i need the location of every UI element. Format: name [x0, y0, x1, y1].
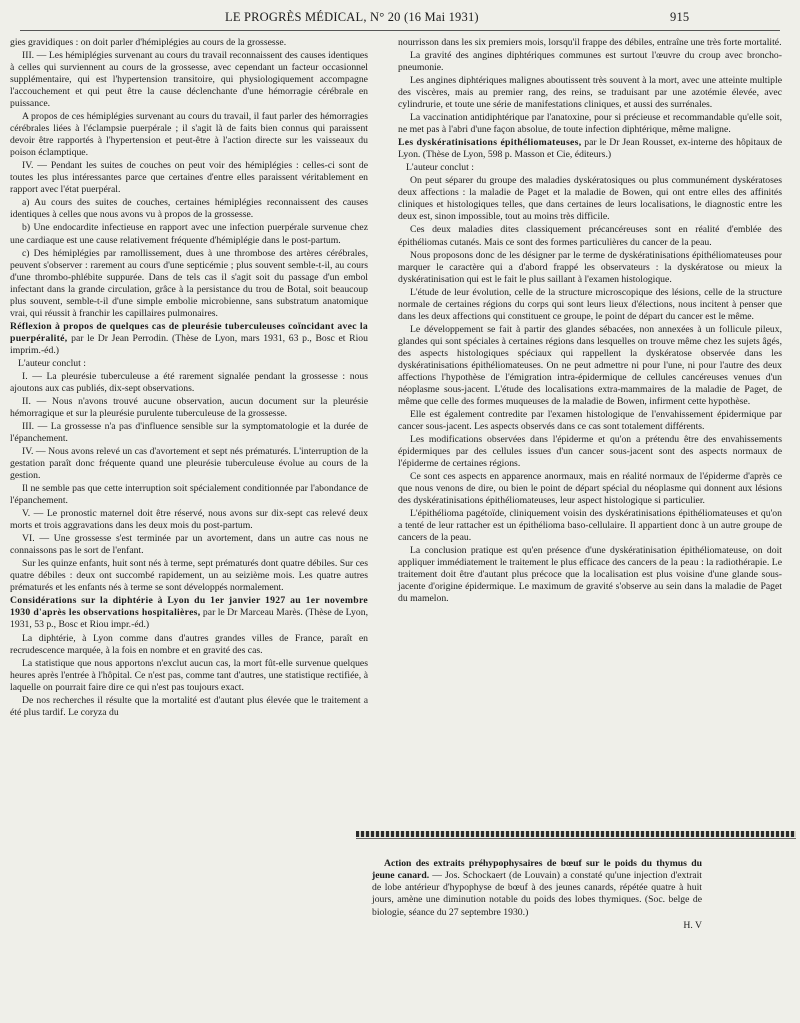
signature: H. V [683, 919, 702, 931]
article-citation: par le Dr Marceau Marès. (Thèse de Lyon, 1931, 53 p., Bosc et Riou impr.-éd.) [10, 607, 368, 631]
paragraph: c) Des hémiplégies par ramollissement, dues à une thrombose des artères cérébrales, peuvent s'observer : rarement au cours d'une septicémie ; plus souvent semble-t-il, au cours d'une thrombo-phlébite suppurée. Dans de tels cas il s'agit soit du passage d'un embol infectant dans la grande circulation, grâce à la persistance du trou de Botal, soit beaucoup plus souvent, semble-t-il d'une simple embolie microbienne, sans substratum anatomique vrai, qui réussit à franchir les capillaires pulmonaires. [10, 247, 368, 319]
article-citation: par le Dr Jean Perrodin. (Thèse de Lyon, mars 1931, 63 p., Bosc et Riou imprim.-éd.) [10, 332, 368, 356]
right-column [398, 37, 782, 606]
paragraph: La gravité des angines diphtériques communes est surtout l'œuvre du croup avec broncho-pneumonie. [398, 50, 782, 74]
paragraph: Nous proposons donc de les désigner par le terme de dyskératinisations épithéliomateuses pour marquer le caractère qui a d'abord frappé les observateurs : la dyskératose ou mieux la dyskératinisation qui est le fait le plus saillant à l'examen histologique. [398, 249, 782, 285]
paragraph: IV. — Pendant les suites de couches on peut voir des hémiplégies : celles-ci sont de toutes les plus intéressantes parce que certaines d'entre elles paraissent véritablement en rapport avec l'état puerpéral. [10, 160, 368, 196]
bottom-article [372, 858, 702, 932]
paragraph: Ces deux maladies dites classiquement précancéreuses sont en réalité d'emblée des épithéliomas cutanés. Mais ce sont des formes particulières du cancer de la peau. [398, 224, 782, 248]
decorative-separator [356, 831, 796, 837]
paragraph: IV. — Nous avons relevé un cas d'avortement et sept nés prématurés. L'interruption de la gestation paraît donc fréquente quand une pleurésie tuberculeuse évolue au cours de la gestion. [10, 446, 368, 482]
paragraph: Il ne semble pas que cette interruption soit spécialement conditionnée par l'abondance de l'épanchement. [10, 483, 368, 507]
bottom-article-body: — Jos. Schockaert (de Louvain) a constaté qu'une injection d'extrait de lobe antérieur d'hypophyse de bœuf à des jeunes canards, répétée quatre à huit jours, amène une diminution notable du poids des lobes thymiques. (Soc. belge de biologie, séance du 27 septembre 1930.) [372, 870, 702, 918]
paragraph: La vaccination antidiphtérique par l'anatoxine, pour si précieuse et recommandable qu'elle soit, ne met pas à l'abri d'une façon absolue, de toute infection diphtérique, même maligne. [398, 112, 782, 136]
article-heading [10, 595, 368, 631]
bottom-article-title: Action des extraits préhypophysaires de bœuf sur le poids du thymus du jeune canard. [372, 858, 702, 882]
paragraph: a) Au cours des suites de couches, certaines hémiplégies reconnaissent des causes identiques à celles que nous avons vu à propos de la grossesse. [10, 197, 368, 221]
page-header [0, 10, 800, 28]
header-rule [20, 30, 780, 31]
paragraph: Ce sont ces aspects en apparence anormaux, mais en réalité normaux de l'épiderme d'après ce que nous venons de dire, ou bien le point de départ spécial du néoplasme qui donnent aux lésions des dyskératinisations épithéliomateuses, leur aspect histologique si particulier. [398, 471, 782, 507]
paragraph: De nos recherches il résulte que la mortalité est d'autant plus élevée que le traitement a été plus tardif. Le coryza du [10, 694, 368, 718]
paragraph: gies gravidiques : on doit parler d'hémiplégies au cours de la grossesse. [10, 37, 287, 48]
paragraph: b) Une endocardite infectieuse en rapport avec une infection puerpérale survenue chez une cardiaque est une cause relativement fréquente d'hémiplégie dans le post-partum. [10, 222, 368, 246]
left-column [10, 37, 368, 720]
paragraph: nourrisson dans les six premiers mois, lorsqu'il frappe des débiles, entraîne une très forte mortalité. [398, 37, 782, 48]
paragraph: VI. — Une grossesse s'est terminée par un avortement, dans un autre cas nous ne connaissons pas le sort de l'enfant. [10, 533, 368, 557]
paragraph: L'étude de leur évolution, celle de la structure microscopique des lésions, celle de la structure normale de certaines régions du corps qui sont leurs lieux d'élections, nous incitent à penser que dans les deux affections qui constituent ce groupe, le point de départ du cancer est le même. [398, 286, 782, 322]
paragraph: Elle est également contredite par l'examen histologique de l'envahissement épidermique par cancer sous-jacent. Les aspects observés dans ce cas sont totalement différents. [398, 408, 782, 432]
auteur-conclut: L'auteur conclut : [18, 357, 86, 369]
article-title: Considérations sur la diphtérie à Lyon du 1er janvier 1927 au 1er novembre 1930 d'après les observations hospitalières, [10, 595, 368, 619]
journal-title: LE PROGRÈS MÉDICAL, N° 20 (16 Mai 1931) [225, 10, 479, 24]
paragraph: III. — La grossesse n'a pas d'influence sensible sur la symptomatologie et la durée de l'épanchement. [10, 420, 368, 444]
paragraph: La conclusion pratique est qu'en présence d'une dyskératinisation épithéliomateuse, on doit appliquer immédiatement le traitement le plus efficace des cancers de la peau : la radiothérapie. Le traitement doit être d'autant plus précoce que la localisation est plus voisine d'une glande sous-jacente d'origine épidermique. Le maximum de gravité s'observe au sein dans la maladie de Paget du mamelon. [398, 545, 782, 605]
paragraph: On peut séparer du groupe des maladies dyskératosiques ou plus communément dyskératoses deux affections : la maladie de Paget et la maladie de Bowen, qui ont entre elles des affinités cliniques et histologiques telles, que dans certaines de leurs localisations, le diagnostic entre les deux est, sinon impossible, tout au moins très difficile. [398, 175, 782, 223]
paragraph: L'épithélioma pagétoïde, cliniquement voisin des dyskératinisations épithéliomateuses et qu'on a tenté de leur rattacher est un épithélioma baso-cellulaire. Il appartient donc à un autre groupe de cancers de la peau. [398, 508, 782, 544]
paragraph: Le développement se fait à partir des glandes sébacées, non annexées à un follicule pileux, glandes qui sont spéciales à certaines régions dans lesquelles on trouve même chez les sujets âgés, des aspects histologiques spéciaux qui rappellent la dyskératose observée dans les dyskératinisations épithéliomateuses. On ne peut admettre ni pour l'une, ni pour l'autre des deux affections l'hypothèse de l'émigration intra-épidermique de cellules cancéreuses venues d'un néoplasme sous-jacent. L'étude des localisations extra-mammaires de la maladie de Paget, de même que celle des formes muqueuses de la maladie de Bowen, infirment cette hypothèse. [398, 323, 782, 407]
paragraph: III. — Les hémiplégies survenant au cours du travail reconnaissent des causes identiques à celles qui surviennent au cours de la grossesse, avec cependant un facteur occasionnel supplémentaire, qui est l'hypertension transitoire, qui physiologiquement accompagne l'accouchement et qui peut être la cause déclenchante d'une hémorragie cérébrale en puissance. [10, 50, 368, 110]
paragraph: I. — La pleurésie tuberculeuse a été rarement signalée pendant la grossesse : nous ajoutons aux cas publiés, dix-sept observations. [10, 370, 368, 394]
article-heading [398, 137, 782, 161]
paragraph: La diphtérie, à Lyon comme dans d'autres grandes villes de France, paraît en recrudescence marquée, à la fois en nombre et en gravité des cas. [10, 632, 368, 656]
article-citation: par le Dr Jean Rousset, ex-interne des hôpitaux de Lyon. (Thèse de Lyon, 598 p. Masson et Cie, éditeurs.) [398, 137, 782, 161]
separator-rule [356, 838, 796, 839]
paragraph: La statistique que nous apportons n'exclut aucun cas, la mort fût-elle survenue quelques heures après l'entrée à l'hôpital. Ce n'est pas, comme tant d'autres, une statistique rectifiée, à laquelle on pourrait faire dire ce qui n'est pas toujours exact. [10, 657, 368, 693]
paragraph: V. — Le pronostic maternel doit être réservé, nous avons sur dix-sept cas relevé deux morts et trois aggravations dans les deux mois du post-partum. [10, 508, 368, 532]
paragraph: Les modifications observées dans l'épiderme et qu'on a prétendu être des envahissements épidermiques par des cellules issues d'un cancer sous-jacent sont des aspects normaux de l'épiderme de certaines régions. [398, 434, 782, 470]
paragraph: Sur les quinze enfants, huit sont nés à terme, sept prématurés dont quatre débiles. Sur ces quatre débiles : deux ont succombé rapidement, un au seizième mois. Les quatre autres prématurés et les enfants nés à terme se sont développés normalement. [10, 558, 368, 594]
paragraph: A propos de ces hémiplégies survenant au cours du travail, il faut parler des hémorragies cérébrales liées à l'éclampsie puerpérale ; il s'agit là de faits bien connus qui paraissent devoir être rapportés à l'hypertension et peut-être à l'action directe sur les vaisseaux du poison éclamptique. [10, 111, 368, 159]
article-heading [10, 321, 368, 357]
auteur-conclut: L'auteur conclut : [406, 162, 474, 174]
paragraph: II. — Nous n'avons trouvé aucune observation, aucun document sur la pleurésie hémorragique et sur la pleurésie purulente tuberculeuse de la grossesse. [10, 395, 368, 419]
page-number: 915 [670, 10, 690, 24]
article-title: Les dyskératinisations épithéliomateuses, [398, 137, 582, 149]
paragraph: Les angines diphtériques malignes aboutissent très souvent à la mort, avec une atteinte multiple des viscères, mais au premier rang, des reins, se traduisant par une azotémie élevée, avec cylindrurie, et toute une série de manifestations cliniques, et aussi des surrénales. [398, 75, 782, 111]
bottom-paragraph [372, 858, 702, 919]
article-title: Réflexion à propos de quelques cas de pleurésie tuberculeuses coïncidant avec la puerpéralité, [10, 320, 368, 344]
